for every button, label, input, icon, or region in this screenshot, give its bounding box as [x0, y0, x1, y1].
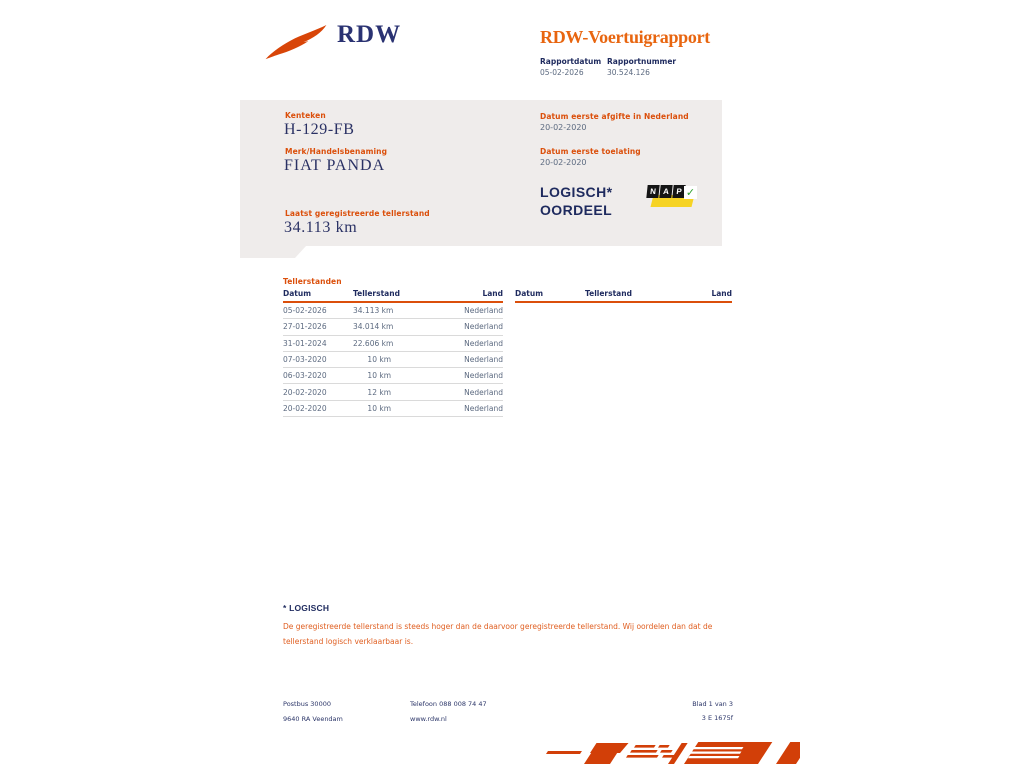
footer-page-number: Blad 1 van 3	[692, 700, 733, 708]
cell-land: Nederland	[464, 387, 503, 397]
logisch-footnote-text: De geregistreerde tellerstand is steeds hoger dan de daarvoor geregistreerde tellerstand. Wij oordelen dan dat de tellerstand logisch verklaarbaar is.	[283, 622, 713, 646]
footer-address-line1: Postbus 30000	[283, 700, 331, 708]
cell-land: Nederland	[464, 338, 503, 348]
rdw-feather-icon	[260, 24, 332, 62]
col-header-tellerstand: Tellerstand	[585, 289, 632, 298]
table-row	[283, 336, 503, 352]
col-header-datum: Datum	[283, 289, 312, 298]
cell-datum: 20-02-2020	[283, 403, 327, 413]
col-header-land: Land	[711, 289, 732, 298]
tellerstanden-rows	[283, 303, 503, 417]
footer-website: www.rdw.nl	[410, 715, 447, 723]
cell-tellerstand: 10 km	[367, 403, 391, 413]
rapportnummer-label: Rapportnummer	[607, 57, 677, 66]
oordeel-line2: OORDEEL	[540, 202, 613, 218]
cell-land: Nederland	[464, 322, 503, 332]
tellerstanden-table-right	[515, 289, 732, 303]
nap-logo	[647, 184, 699, 210]
footer-phone: Telefoon 088 008 74 47	[410, 700, 487, 708]
vehicle-summary-panel-tab	[240, 246, 306, 258]
col-header-land: Land	[482, 289, 503, 298]
report-title: RDW-Voertuigrapport	[540, 27, 710, 47]
footer-address-line2: 9640 RA Veendam	[283, 715, 343, 723]
cell-datum: 05-02-2026	[283, 306, 327, 316]
kenteken-label: Kenteken	[285, 111, 326, 120]
cell-tellerstand: 34.113 km	[353, 306, 394, 316]
table-row	[283, 401, 503, 417]
cell-land: Nederland	[464, 403, 503, 413]
tellerstand-value: 34.113 km	[284, 219, 358, 236]
oordeel-line1: LOGISCH*	[540, 184, 613, 200]
tellerstanden-table-left	[283, 289, 503, 417]
cell-datum: 31-01-2024	[283, 338, 327, 348]
rdw-deco-stripes-graphic	[540, 738, 800, 768]
rapportdatum-label: Rapportdatum	[540, 57, 602, 66]
cell-tellerstand: 12 km	[367, 387, 391, 397]
cell-land: Nederland	[464, 306, 503, 316]
rdw-logo-text: RDW	[337, 21, 402, 48]
rapportnummer-value: 30.524.126	[607, 68, 650, 77]
eerste-afgifte-label: Datum eerste afgifte in Nederland	[540, 112, 689, 121]
eerste-afgifte-value: 20-02-2020	[540, 123, 587, 132]
cell-datum: 06-03-2020	[283, 371, 327, 381]
col-header-datum: Datum	[515, 289, 544, 298]
eerste-toelating-label: Datum eerste toelating	[540, 147, 641, 156]
table-header-row	[515, 289, 732, 303]
cell-datum: 07-03-2020	[283, 355, 327, 365]
footer-form-code: 3 E 1675f	[701, 714, 733, 722]
tellerstanden-section-title: Tellerstanden	[283, 277, 342, 286]
eerste-toelating-value: 20-02-2020	[540, 158, 587, 167]
nap-check-icon: ✓	[685, 186, 696, 199]
table-row	[283, 368, 503, 384]
table-row	[283, 319, 503, 335]
cell-tellerstand: 10 km	[367, 371, 391, 381]
merk-value: FIAT PANDA	[284, 157, 386, 174]
nap-letter-a: A	[659, 185, 672, 198]
table-row	[283, 384, 503, 400]
table-row	[283, 303, 503, 319]
table-header-row	[283, 289, 503, 303]
cell-datum: 27-01-2026	[283, 322, 327, 332]
kenteken-value: H-129-FB	[284, 121, 355, 138]
col-header-tellerstand: Tellerstand	[353, 289, 400, 298]
logisch-footnote-title: * LOGISCH	[283, 603, 330, 613]
cell-land: Nederland	[464, 355, 503, 365]
oordeel-verdict	[540, 183, 612, 219]
tellerstand-label: Laatst geregistreerde tellerstand	[285, 209, 430, 218]
cell-tellerstand: 10 km	[367, 355, 391, 365]
merk-label: Merk/Handelsbenaming	[285, 147, 388, 156]
cell-datum: 20-02-2020	[283, 387, 327, 397]
cell-tellerstand: 34.014 km	[353, 322, 394, 332]
cell-tellerstand: 22.606 km	[353, 338, 394, 348]
nap-letter-p: P	[672, 185, 685, 198]
rapportdatum-value: 05-02-2026	[540, 68, 584, 77]
table-row	[283, 352, 503, 368]
cell-land: Nederland	[464, 371, 503, 381]
nap-letter-n: N	[646, 185, 659, 198]
